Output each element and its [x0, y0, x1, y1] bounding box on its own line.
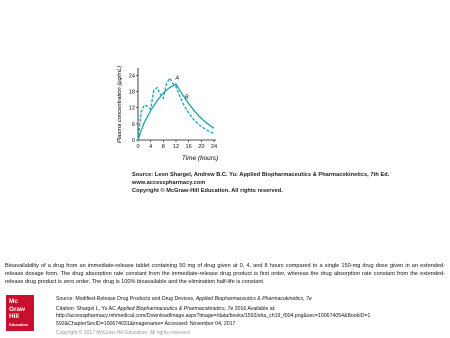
series-b-line [138, 84, 214, 140]
figure-copyright: Copyright © McGraw-Hill Education. All rights reserved. [132, 188, 283, 194]
figure [100, 56, 390, 194]
footer-copyright: Copyright © 2017 McGraw-Hill Education. All rights reserved [56, 330, 190, 336]
x-tick-label: 4 [149, 144, 153, 150]
figure-source: Source: Leon Shargel, Andrew B.C. Yu: Applied Biopharmaceutics & Pharmacokinetics, 7th Ed. [132, 172, 390, 178]
figure-caption: Bioavailability of a drug from an immediate-release tablet containing 50 mg of drug given at 0, 4, and 8 hours compared to a single 150-mg drug dose given in an extended-release dosage form. The drug absorption rate constant from the immediate-release drug product is first order, whereas the drug absorption rate constant from the extended-release drug product is zero order. The drug is 100% bioavailable and the elimination half-life is constant. [5, 263, 445, 285]
x-tick-label: 20 [198, 144, 205, 150]
series-a-line [138, 78, 214, 140]
mcgraw-hill-logo [6, 295, 34, 331]
footer-citation: Citation: Shargel L, Yu AC Applied Biopharmaceutics & Pharmacokinetics, 7e 2016 Available at: [56, 306, 276, 312]
x-tick-label: 24 [210, 144, 218, 150]
curve-label-a: A [175, 75, 180, 82]
x-tick-label: 8 [161, 144, 165, 150]
footer-citation-url-cont[interactable]: 592&ChapterSecID=100674031&imagename= Accessed: November 04, 2017 [56, 321, 236, 327]
figure-website: www.accesspharmacy.com [132, 180, 206, 186]
logo-line: Education [9, 321, 29, 327]
y-tick-label: 18 [128, 89, 135, 96]
logo-line: Hill [9, 313, 19, 321]
y-tick-label: 6 [131, 121, 135, 128]
curve-label-b: B [184, 94, 189, 101]
x-axis-label: Time (hours) [181, 155, 219, 162]
footer-citation-url[interactable]: http://accesspharmacy.mhmedical.com/DownloadImage.aspx?image=/data/books/1592/sha_ch19_f004.png&sec=100674054&BookID=1 [56, 313, 371, 319]
y-tick-label: 24 [128, 73, 135, 80]
chart [100, 56, 350, 186]
x-tick-label: 12 [172, 144, 180, 150]
footer-source: Source: Modified-Release Drug Products and Drug Devices, Applied Biopharmaceutics & Pharmacokinetics, 7e [56, 296, 312, 302]
logo-line: Mc [9, 298, 18, 305]
x-tick-label: 16 [185, 144, 192, 150]
x-tick-label: 0 [136, 144, 140, 150]
y-tick-label: 12 [128, 105, 135, 112]
y-axis-label: Plasma concentration (μg/mL) [117, 65, 123, 143]
logo-line: Graw [9, 305, 25, 313]
y-tick-label: 0 [131, 138, 135, 144]
